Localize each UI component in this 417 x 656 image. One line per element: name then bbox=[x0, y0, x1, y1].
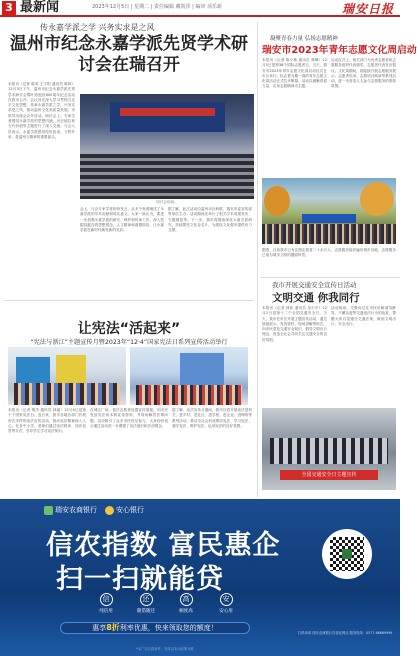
red-banner-text: 全国交通安全日主题宣传 bbox=[301, 472, 357, 478]
autumn-tree bbox=[360, 182, 394, 216]
audience-rows bbox=[80, 154, 254, 199]
constitution-body-column-2: 在城区广场，普法志愿者设置宣传展板，向市民发放宪法读本和宣传资料，并现场解答法律问题。活动吸引了众多市民驻足参与，大家纷纷表示通过活动进一步增强了宪法意识和法治观念。 bbox=[90, 408, 168, 428]
qr-center-logo bbox=[342, 549, 352, 559]
autumn-tree bbox=[264, 186, 290, 216]
traffic-kicker: 我市开展交通安全宣传日活动 bbox=[272, 281, 357, 289]
lead-body-column-3: 据了解，此次活动由温州市社科联、瑞安市委宣传部等单位主办。活动期间还举行了相关学术成果发布、专题展览等。下一步，我市将继续深化永嘉学派研究，持续擦亮文化金名片，为建设文化强市提供有力支撑。 bbox=[168, 207, 252, 233]
ad-disclaimer: *本广告仅供参考，具体以本行政策为准 bbox=[136, 647, 194, 651]
display-board bbox=[16, 357, 50, 385]
feature-repay: 还 随借随还 bbox=[137, 595, 155, 614]
conference-photo bbox=[80, 94, 254, 199]
secure-bank-icon bbox=[105, 506, 114, 515]
section-divider bbox=[4, 300, 254, 301]
stage-backdrop bbox=[110, 102, 225, 132]
constitution-photos bbox=[8, 347, 248, 405]
ad-feature-icons bbox=[96, 593, 246, 619]
display-board bbox=[56, 355, 86, 385]
column-divider bbox=[257, 22, 258, 497]
bank-advertisement bbox=[0, 499, 400, 656]
traffic-body-column-2: 活动现场，交警向过往市民讲解酒驾醉驾、不戴头盔等交通违法行为的危害，提醒大家自觉遵守交通法规，做到文明出行、安全出行。 bbox=[331, 306, 396, 326]
constitution-body-column-3: 据了解，宪法宣传月期间，我市还将开展宪法进机关、进乡村、进社区、进学校、进企业、进网络等系列活动，推动全社会形成尊崇宪法、学习宪法、遵守宪法、维护宪法、运用宪法的良好氛围。 bbox=[172, 408, 252, 428]
constitution-body-column-1: 本报讯（记者 胡杰 通讯员 林丽）12月4日是第十个国家宪法日。连日来，我市各地各部门开展形式多样的宪法宣传活动，推动宪法精神深入人心。在各中小学，老师们通过宪法晨读、知识竞答等方式，引导学生学习宪法知识。 bbox=[8, 408, 86, 434]
ad-offer-pill: 惠享8折利率优惠，快来领取您的额度！ bbox=[60, 622, 250, 634]
newspaper-logo: 瑞安日报 bbox=[341, 2, 394, 16]
stage-banner bbox=[120, 108, 215, 116]
display-board bbox=[180, 353, 224, 385]
outdoor-photo bbox=[130, 347, 248, 405]
traffic-headline: 文明交通 你我同行 bbox=[272, 292, 360, 304]
feature-credit: 信 纯信用 bbox=[99, 595, 113, 614]
volunteer-body-column-1: 本报讯（记者 陈小敏 通讯员 林琳）12月5日是第38个国际志愿者日。当天，瑞安市2023年青年志愿文化周启动仪式在市区举行，标志着为期一周的青年志愿文化周活动正式拉开帷幕。活动以凝聚青春力量、弘扬志愿精神为主题。 bbox=[262, 58, 327, 89]
conference-photo-caption: 研讨会现场。 bbox=[156, 200, 178, 204]
credit-icon: 信 bbox=[100, 593, 113, 606]
ad-slogan-line-1: 信农指数 富民惠企 bbox=[46, 530, 281, 561]
volunteer-event-photo bbox=[262, 178, 396, 244]
page-header bbox=[0, 0, 400, 17]
lead-body-column-1: 本报讯（记者 陈英 王宇阳 通讯员 陈炜）12月3日下午，温州市纪念永嘉学派先贤学术研讨会暨叶适逝世800周年纪念活动在我市召开。会议旨在深入学习贯彻习近平文化思想，传承永嘉学派之学，兴务实求是之风，推动温州文化高质量发展。市领导出席会议并讲话。研讨会上，专家学者围绕永嘉学派的思想内涵、历史地位和当代价值等主题进行了深入交流。与会人员表示，永嘉学派倡导经世致用、义利并举，是温州人精神的重要源头。 bbox=[8, 82, 75, 139]
feature-secure: 安 安心用 bbox=[219, 595, 233, 614]
ad-brand-logos bbox=[44, 505, 144, 515]
crowd bbox=[262, 224, 396, 244]
section-title: 最新闻 bbox=[20, 0, 60, 15]
students bbox=[14, 383, 120, 405]
lead-kicker: 传永嘉学派之学 兴务实求是之风 bbox=[40, 23, 155, 32]
children bbox=[136, 385, 242, 405]
lead-headline: 温州市纪念永嘉学派先贤学术研讨会在瑞召开 bbox=[10, 34, 248, 75]
lead-body-column-2: 会上，与会专家学者纷纷发言，从多个角度阐述了永嘉学派的学术贡献和现实意义。大家一致认为，要进一步加强永嘉学派的研究、保护和传承工作，深入挖掘其蕴含的思想观念、人文精神和道德规范，让永嘉学派在新时代焕发新的光彩。 bbox=[80, 207, 164, 233]
qr-code[interactable] bbox=[322, 529, 372, 579]
constitution-subheadline: “宪法与浙江”主题宣传月暨2023年“12·4”国家宪法日系列宣传活动举行 bbox=[30, 339, 228, 346]
shield-icon: 安 bbox=[220, 593, 233, 606]
page-number: 3 bbox=[2, 1, 16, 15]
clock-icon: 还 bbox=[140, 593, 153, 606]
volunteer-body-column-3: 据悉，目前我市已有注册志愿者二十余万人，志愿服务组织遍布城乡各地，志愿服务已成为城市文明的靓丽风景。 bbox=[262, 248, 396, 258]
volunteer-kicker: 凝聚青春力量 弘扬志愿精神 bbox=[270, 36, 338, 42]
money-icon: 高 bbox=[180, 593, 193, 606]
volunteer-body-column-2: 启动仪式上，相关部门为优秀志愿者和志愿服务组织代表颁奖，志愿者代表发出倡议。文化周期间，将陆续开展志愿服务展示、志愿者培训、志愿项目路演等系列活动，进一步营造人人参与志愿服务的浓厚氛围。 bbox=[331, 58, 396, 89]
classroom-photo bbox=[8, 347, 126, 405]
constitution-headline: 让宪法“活起来” bbox=[77, 321, 181, 337]
traffic-event-photo bbox=[262, 408, 396, 490]
ad-contact-text: 扫码申请 瑞安农商银行各营业网点 服务热线：0577-66669999 bbox=[298, 631, 393, 635]
volunteer-headline: 瑞安市2023年青年志愿文化周启动 bbox=[262, 45, 417, 56]
event-banner bbox=[302, 214, 356, 223]
traffic-body-column-1: 本报讯（记者 林伟 通讯员 吴小平）12月2日是第十二个全国交通安全日。当天，我市在市区开展主题宣传活动，通过展板展示、发放资料、现场讲解等形式，向市民普及交通安全知识，倡导文明出行理念，营造全社会共同关注交通安全的良好氛围。 bbox=[262, 306, 327, 342]
issue-meta: 2023年12月5日 | 星期二 | 责任编辑 戴凯彤 | 编审 项乐新 bbox=[92, 4, 223, 10]
ad-brand-1: 瑞安农商银行 bbox=[55, 506, 97, 514]
section-divider bbox=[260, 277, 400, 278]
police-group bbox=[270, 438, 388, 464]
feature-limit: 高 额度高 bbox=[179, 595, 193, 614]
ad-slogan-line-2: 扫一扫就能贷 bbox=[56, 564, 224, 595]
bank-logo-icon bbox=[44, 506, 53, 515]
ad-brand-2: 安心银行 bbox=[116, 506, 144, 514]
